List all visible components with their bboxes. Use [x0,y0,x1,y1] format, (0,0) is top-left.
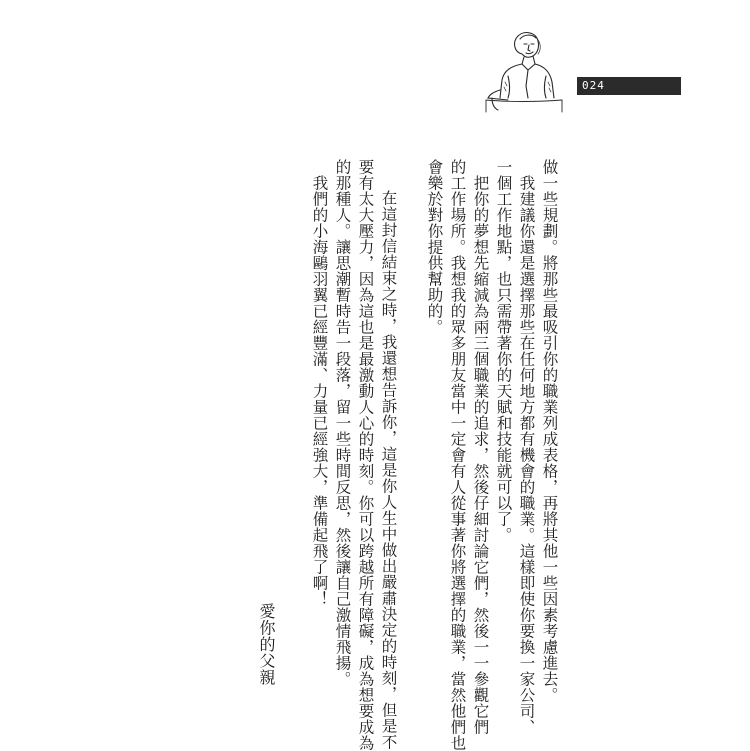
text-column-10: 我們的小海鷗羽翼已經豐滿、力量已經強大，準備起飛了啊！ [310,175,329,607]
text-column-5: 的工作場所。我想我的眾多朋友當中一定會有人從事著你將選擇的職業，當然他們也 [448,159,467,751]
text-column-8: 要有太大壓力，因為這也是最激動人心的時刻。你可以跨越所有障礙，成為想要成為 [356,159,375,751]
text-column-1: 做一些規劃。將那些最吸引你的職業列成表格，再將其他一些因素考慮進去。 [540,159,559,703]
page-number: 024 [582,79,605,92]
text-column-2: 我建議你還是選擇那些在任何地方都有機會的職業。這樣即使你要換一家公司、 [517,175,536,735]
portrait-sketch-icon [478,24,570,116]
text-column-7: 在這封信結束之時，我還想告訴你，這是你人生中做出嚴肅決定的時刻，但是不 [379,190,398,750]
text-column-9: 的那種人。讓思潮暫時告一段落，留一些時間反思，然後讓自己激情飛揚。 [333,159,352,687]
text-column-3: 一個工作地點，也只需帶著你的天賦和技能就可以了。 [494,159,513,543]
page-number-bar [577,77,681,95]
text-column-6: 會樂於對你提供幫助的。 [425,159,444,335]
signature: 愛你的父親 [257,603,276,686]
text-column-4: 把你的夢想先縮減為兩三個職業的追求，然後仔細討論它們，然後一一參觀它們 [471,175,490,735]
